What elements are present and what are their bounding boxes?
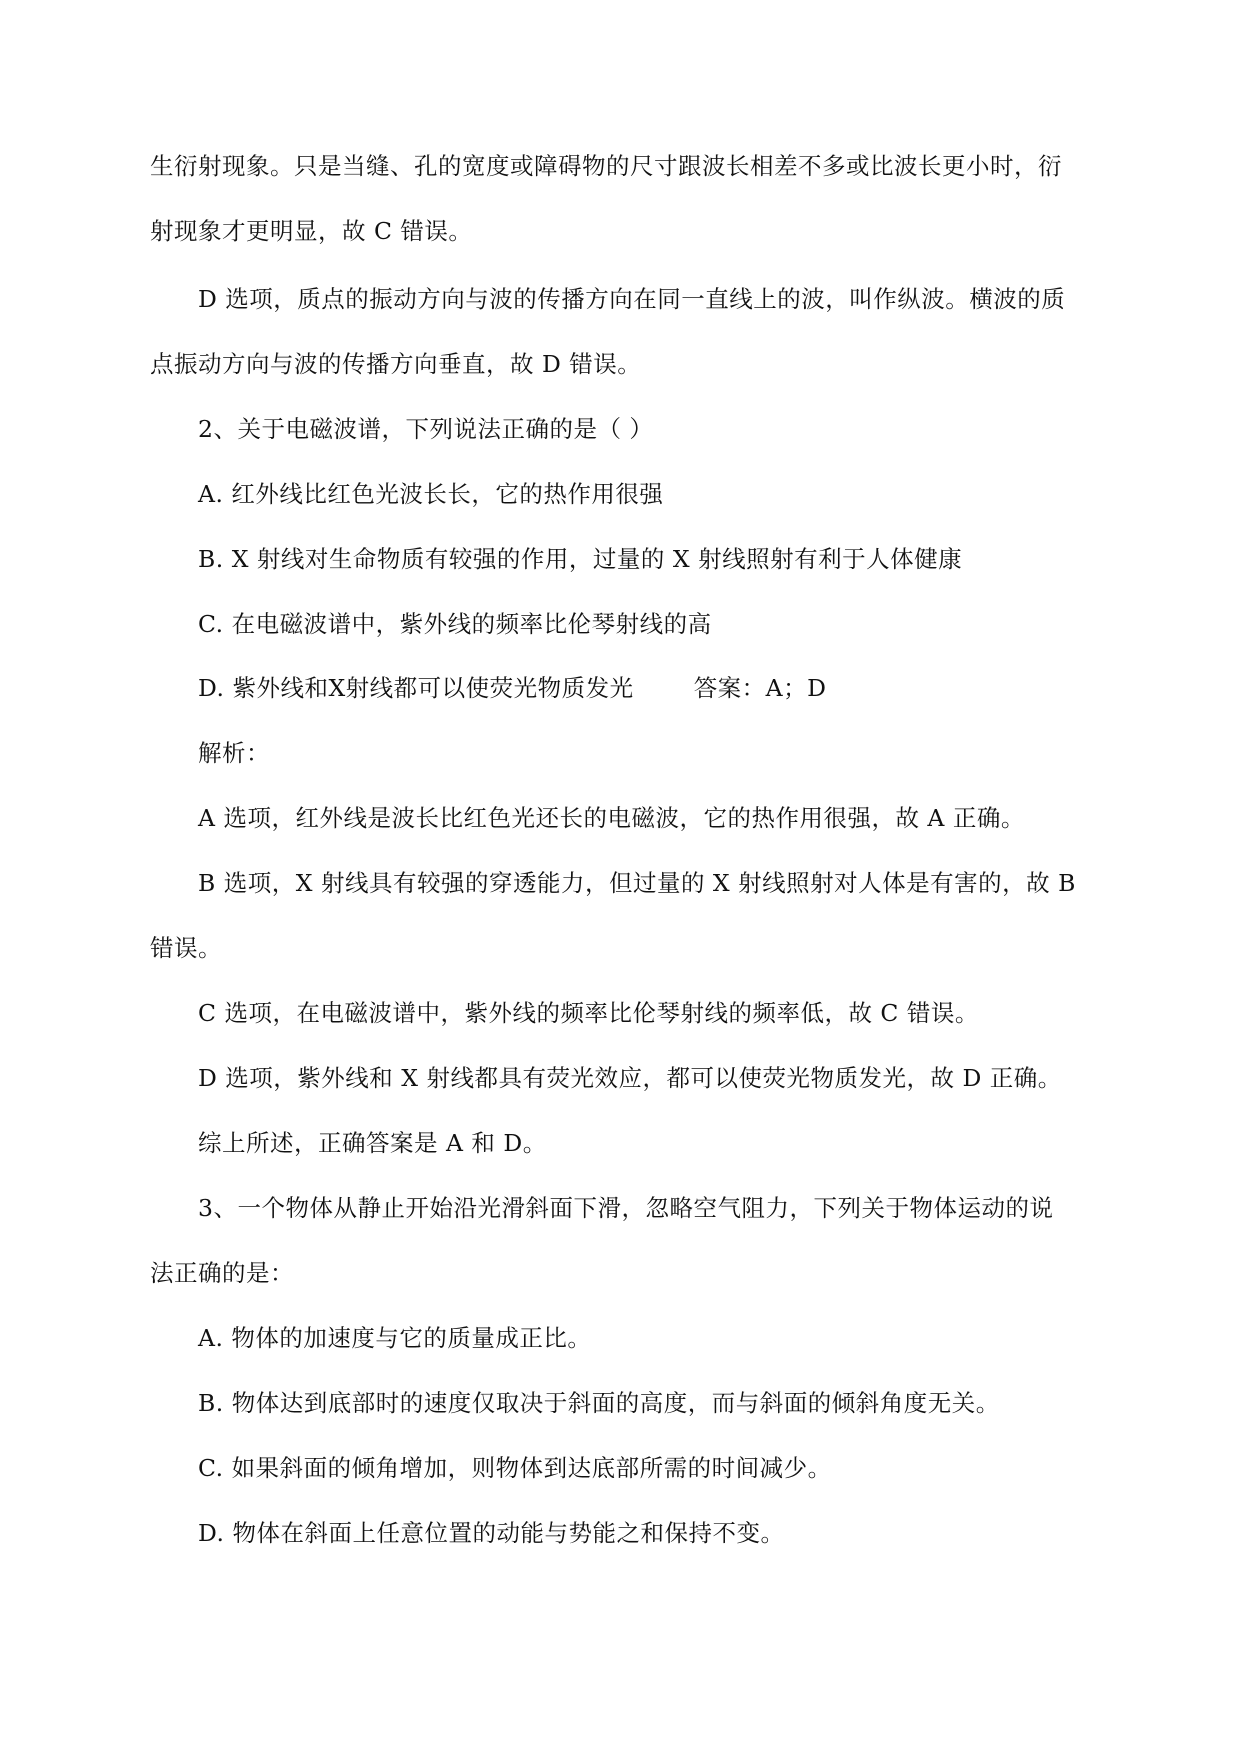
q2-option-d: D. 紫外线和X射线都可以使荧光物质发光	[198, 674, 634, 702]
q2-option-d-row	[198, 672, 827, 704]
q2-analysis-label: 解析：	[198, 739, 270, 767]
q3-option-c: C. 如果斜面的倾角增加，则物体到达底部所需的时间减少。	[198, 1454, 832, 1482]
q2-answer: 答案：A；D	[693, 674, 827, 702]
q2-stem: 2、关于电磁波谱，下列说法正确的是（ ）	[198, 415, 654, 443]
q1-c-analysis-line-1: 生衍射现象。只是当缝、孔的宽度或障碍物的尺寸跟波长相差不多或比波长更小时，衍	[150, 152, 1062, 180]
q2-analysis-d: D 选项，紫外线和 X 射线都具有荧光效应，都可以使荧光物质发光，故 D 正确。	[198, 1064, 1062, 1092]
q3-option-d: D. 物体在斜面上任意位置的动能与势能之和保持不变。	[198, 1519, 785, 1547]
q3-stem-line-2: 法正确的是：	[150, 1259, 294, 1287]
q2-analysis-b-line-2: 错误。	[150, 934, 222, 962]
q2-analysis-c: C 选项，在电磁波谱中，紫外线的频率比伦琴射线的频率低，故 C 错误。	[198, 999, 979, 1027]
q1-c-analysis-line-2: 射现象才更明显，故 C 错误。	[150, 217, 473, 245]
q3-stem-line-1: 3、一个物体从静止开始沿光滑斜面下滑，忽略空气阻力，下列关于物体运动的说	[198, 1194, 1054, 1222]
q3-option-a: A. 物体的加速度与它的质量成正比。	[198, 1324, 592, 1352]
q3-option-b: B. 物体达到底部时的速度仅取决于斜面的高度，而与斜面的倾斜角度无关。	[198, 1389, 1000, 1417]
q2-option-a: A. 红外线比红色光波长长，它的热作用很强	[198, 480, 664, 508]
q1-d-analysis-line-1: D 选项，质点的振动方向与波的传播方向在同一直线上的波，叫作纵波。横波的质	[198, 285, 1066, 313]
q2-analysis-a: A 选项，红外线是波长比红色光还长的电磁波，它的热作用很强，故 A 正确。	[198, 804, 1025, 832]
q2-analysis-b-line-1: B 选项，X 射线具有较强的穿透能力，但过量的 X 射线照射对人体是有害的，故 B	[198, 869, 1076, 897]
q2-option-b: B. X 射线对生命物质有较强的作用，过量的 X 射线照射有利于人体健康	[198, 545, 963, 573]
q2-analysis-summary: 综上所述，正确答案是 A 和 D。	[198, 1129, 547, 1157]
q2-option-c: C. 在电磁波谱中，紫外线的频率比伦琴射线的高	[198, 610, 712, 638]
q1-d-analysis-line-2: 点振动方向与波的传播方向垂直，故 D 错误。	[150, 350, 642, 378]
